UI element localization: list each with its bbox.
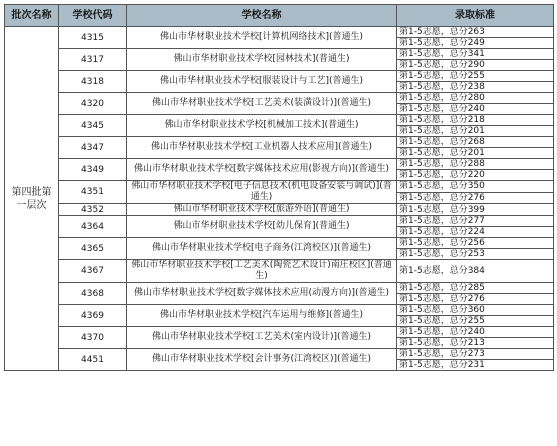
- admission-standard-cell: 第1-5志愿，总分218: [397, 115, 554, 126]
- admission-standard-cell: 第1-5志愿，总分384: [397, 260, 554, 283]
- school-code-cell: 4317: [59, 49, 127, 71]
- school-name-cell: 佛山市华材职业技术学校[工艺美术(陶瓷艺术设计)南庄校区](普通生): [127, 260, 397, 283]
- table-row: [5, 305, 554, 316]
- admission-standard-cell: 第1-5志愿，总分341: [397, 49, 554, 60]
- school-name-cell: 佛山市华材职业技术学校[工业机器人技术应用](普通生): [127, 137, 397, 159]
- header-row: [5, 5, 554, 27]
- school-code-cell: 4315: [59, 27, 127, 49]
- admission-standard-cell: 第1-5志愿，总分238: [397, 82, 554, 93]
- school-name-cell: 佛山市华材职业技术学校[数字媒体技术应用(影视方向)](普通生): [127, 159, 397, 181]
- table-row: [5, 349, 554, 360]
- school-code-cell: 4320: [59, 93, 127, 115]
- school-code-cell: 4367: [59, 260, 127, 283]
- table-body: [5, 27, 554, 371]
- table-row: [5, 27, 554, 38]
- table-row: [5, 216, 554, 227]
- table-row: [5, 93, 554, 104]
- table-row: [5, 71, 554, 82]
- table-row: [5, 49, 554, 60]
- school-code-cell: 4368: [59, 283, 127, 305]
- header-admission-standard: 录取标准: [397, 5, 554, 27]
- school-name-cell: 佛山市华材职业技术学校[汽车运用与维修](普通生): [127, 305, 397, 327]
- admission-table-container: [4, 4, 554, 371]
- school-name-cell: 佛山市华材职业技术学校[电子信息技术(机电设备安装与调试)](普通生): [127, 181, 397, 204]
- school-code-cell: 4365: [59, 238, 127, 260]
- admission-standard-cell: 第1-5志愿，总分240: [397, 104, 554, 115]
- table-row: [5, 159, 554, 170]
- admission-standard-cell: 第1-5志愿，总分255: [397, 316, 554, 327]
- school-name-cell: 佛山市华材职业技术学校[机械加工技术](普通生): [127, 115, 397, 137]
- school-code-cell: 4369: [59, 305, 127, 327]
- school-name-cell: 佛山市华材职业技术学校[幼儿保育](普通生): [127, 216, 397, 238]
- admission-standard-cell: 第1-5志愿，总分240: [397, 327, 554, 338]
- table-row: [5, 238, 554, 249]
- admission-standard-cell: 第1-5志愿，总分276: [397, 294, 554, 305]
- admission-standard-cell: 第1-5志愿，总分201: [397, 126, 554, 137]
- school-name-cell: 佛山市华材职业技术学校[园林技术](普通生): [127, 49, 397, 71]
- admission-standard-cell: 第1-5志愿，总分263: [397, 27, 554, 38]
- admission-table: [4, 4, 554, 371]
- admission-standard-cell: 第1-5志愿，总分277: [397, 216, 554, 227]
- school-code-cell: 4451: [59, 349, 127, 371]
- admission-standard-cell: 第1-5志愿，总分285: [397, 283, 554, 294]
- table-row: [5, 137, 554, 148]
- school-name-cell: 佛山市华材职业技术学校[数字媒体技术应用(动漫方向)](普通生): [127, 283, 397, 305]
- school-code-cell: 4349: [59, 159, 127, 181]
- header-school-name: 学校名称: [127, 5, 397, 27]
- table-row: [5, 327, 554, 338]
- admission-standard-cell: 第1-5志愿，总分350: [397, 181, 554, 193]
- admission-standard-cell: 第1-5志愿，总分288: [397, 159, 554, 170]
- admission-standard-cell: 第1-5志愿，总分276: [397, 192, 554, 204]
- table-row: [5, 260, 554, 283]
- admission-standard-cell: 第1-5志愿，总分255: [397, 71, 554, 82]
- admission-standard-cell: 第1-5志愿，总分273: [397, 349, 554, 360]
- school-code-cell: 4352: [59, 204, 127, 216]
- school-name-cell: 佛山市华材职业技术学校[电子商务(江湾校区)](普通生): [127, 238, 397, 260]
- school-code-cell: 4370: [59, 327, 127, 349]
- school-code-cell: 4347: [59, 137, 127, 159]
- admission-standard-cell: 第1-5志愿，总分290: [397, 60, 554, 71]
- table-row: [5, 204, 554, 216]
- school-name-cell: 佛山市华材职业技术学校[计算机网络技术](普通生): [127, 27, 397, 49]
- admission-standard-cell: 第1-5志愿，总分280: [397, 93, 554, 104]
- admission-standard-cell: 第1-5志愿，总分231: [397, 360, 554, 371]
- admission-standard-cell: 第1-5志愿，总分201: [397, 148, 554, 159]
- table-row: [5, 181, 554, 193]
- school-code-cell: 4318: [59, 71, 127, 93]
- header-school-code: 学校代码: [59, 5, 127, 27]
- school-code-cell: 4351: [59, 181, 127, 204]
- admission-standard-cell: 第1-5志愿，总分224: [397, 227, 554, 238]
- table-row: [5, 283, 554, 294]
- admission-standard-cell: 第1-5志愿，总分268: [397, 137, 554, 148]
- school-name-cell: 佛山市华材职业技术学校[工艺美术(装潢设计)](普通生): [127, 93, 397, 115]
- school-name-cell: 佛山市华材职业技术学校[旅游外语](普通生): [127, 204, 397, 216]
- school-code-cell: 4345: [59, 115, 127, 137]
- school-code-cell: 4364: [59, 216, 127, 238]
- admission-standard-cell: 第1-5志愿，总分220: [397, 170, 554, 181]
- admission-standard-cell: 第1-5志愿，总分213: [397, 338, 554, 349]
- header-batch-name: 批次名称: [5, 5, 59, 27]
- school-name-cell: 佛山市华材职业技术学校[服装设计与工艺](普通生): [127, 71, 397, 93]
- school-name-cell: 佛山市华材职业技术学校[工艺美术(室内设计)](普通生): [127, 327, 397, 349]
- admission-standard-cell: 第1-5志愿，总分249: [397, 38, 554, 49]
- admission-standard-cell: 第1-5志愿，总分253: [397, 249, 554, 260]
- table-row: [5, 115, 554, 126]
- admission-standard-cell: 第1-5志愿，总分360: [397, 305, 554, 316]
- admission-standard-cell: 第1-5志愿，总分256: [397, 238, 554, 249]
- school-name-cell: 佛山市华材职业技术学校[会计事务(江湾校区)](普通生): [127, 349, 397, 371]
- batch-name-cell: 第四批第一层次: [5, 27, 59, 371]
- admission-standard-cell: 第1-5志愿，总分399: [397, 204, 554, 216]
